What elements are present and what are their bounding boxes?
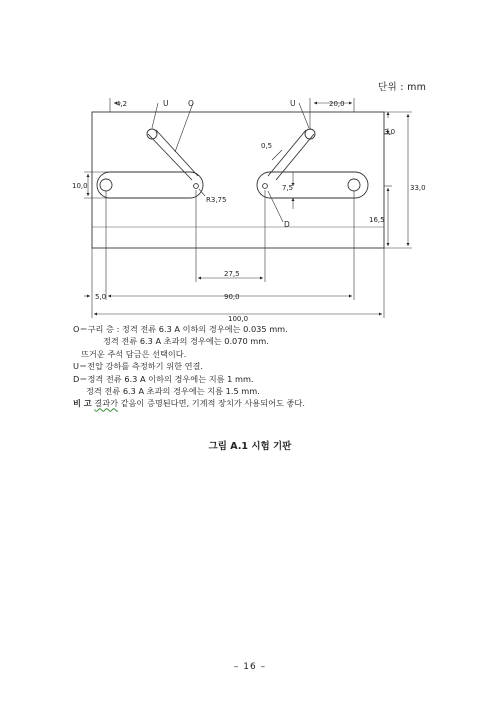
notes-block [73, 323, 433, 410]
note-o-line3: 뜨거운 주석 담금은 선택이다. [81, 348, 187, 359]
dim-3: 3,0 [384, 128, 396, 136]
dim-90: 90,0 [224, 293, 240, 301]
note-u-line: U＝전압 강하를 측정하기 위한 연결. [73, 361, 204, 372]
unit-label: 단위 : mm [378, 82, 427, 93]
label-o: O [188, 99, 194, 108]
left-copper-strip [97, 129, 203, 198]
remark-line [73, 397, 433, 409]
right-copper-strip [257, 129, 368, 198]
note-d-line1: D＝정격 전류 6.3 A 이하의 경우에는 지름 1 mm. [73, 373, 254, 384]
dim-0-5: 0,5 [261, 142, 273, 150]
note-o-line2: 정격 전류 6.3 A 초과의 경우에는 0.070 mm. [103, 336, 269, 347]
dim-100: 100,0 [228, 315, 249, 323]
dim-7-5: 7,5 [282, 184, 294, 192]
dim-33: 33,0 [410, 184, 426, 192]
dim-10: 10,0 [72, 182, 88, 190]
page-number: – 16 – [233, 662, 267, 672]
dim-4-2: 4,2 [116, 100, 128, 108]
test-board-drawing [0, 0, 500, 330]
remark-text: 같음이 증명된다면, 기계적 장치가 사용되어도 좋다. [118, 398, 305, 409]
label-d: D [284, 220, 290, 229]
dim-5: 5,0 [95, 293, 107, 301]
remark-underlined: 결과가 [94, 398, 119, 409]
dim-16-5: 16,5 [369, 216, 385, 224]
label-u-left: U [163, 99, 169, 108]
remark-head: 비 고 [73, 398, 92, 409]
figure-caption: 그림 A.1 시험 기판 [208, 441, 292, 452]
dim-20: 20,0 [329, 100, 345, 108]
dim-27-5: 27,5 [224, 270, 240, 278]
note-d-line2: 정격 전류 6.3 A 초과의 경우에는 지름 1.5 mm. [86, 386, 260, 397]
dim-r3-75: R3,75 [206, 196, 227, 204]
note-o-line1: O＝구리 층 : 정격 전류 6.3 A 이하의 경우에는 0.035 mm. [73, 324, 288, 334]
board-outline [92, 112, 384, 248]
label-u-right: U [290, 99, 296, 108]
